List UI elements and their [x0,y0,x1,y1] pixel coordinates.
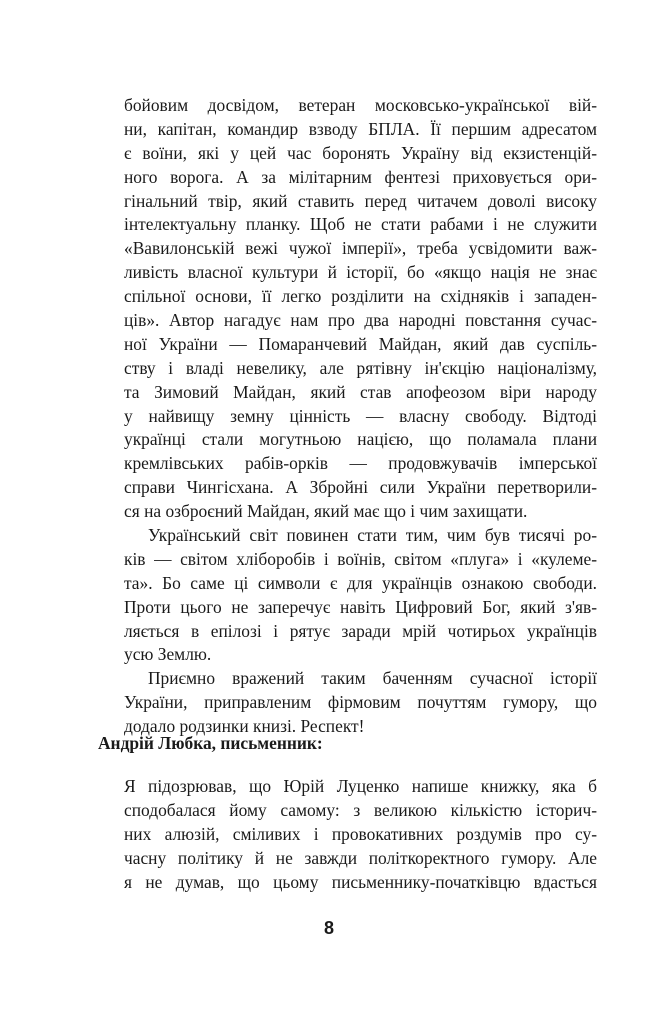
text-line: інтелектуальну планку. Щоб не стати рабами і не служити [124,214,597,235]
text-line: ної України — Помаранчевий Майдан, який дав суспіль- [124,333,597,354]
text-line: ків — світом хліборобів і воїнів, світом «плуга» і «кулеме- [124,548,597,569]
paragraph-lyubka-review [124,775,597,894]
text-line: них алюзій, сміливих і провокативних роздумів про су- [124,823,597,844]
text-line: ся на озброєний Майдан, який має що і чим захищати. [124,501,528,522]
text-line: сподобалася йому самому: з великою кількістю історич- [124,799,597,820]
text-line: ців». Автор нагадує нам про два народні повстання сучас- [124,310,597,331]
section-heading: Андрій Любка, письменник: [98,733,323,753]
text-line: у найвищу земну цінність — власну свободу. Відтоді [124,405,597,426]
paragraph-review-continuation [124,94,597,739]
text-line: «Вавилонській вежі чужої імперії», треба усвідомити важ- [124,238,597,259]
text-line: додало родзинки книзі. Респект! [124,716,365,737]
text-line: Український світ повинен стати тим, чим був тисячі ро- [148,525,597,546]
text-line: кремлівських рабів-орків — продовжувачів імперської [124,453,597,474]
text-line: ляється в епілозі і рятує заради мрій чотирьох українців [124,620,597,641]
text-line: спільної основи, її легко розділити на східняків і западен- [124,286,597,307]
text-line: та Зимовий Майдан, який став апофеозом віри народу [124,381,597,402]
text-line: українці стали могутньою нацією, що поламала плани [124,429,597,450]
text-line: ству і владі невелику, але рятівну ін'єкцію націоналізму, [124,357,597,378]
text-line: усю Землю. [124,644,212,665]
text-line: ни, капітан, командир взводу БПЛА. Її першим адресатом [124,118,597,139]
text-line: гінальний твір, який ставить перед читачем доволі високу [124,190,597,211]
text-line: бойовим досвідом, ветеран московсько-української вій- [124,95,597,115]
text-line: справи Чингісхана. А Збройні сили України перетворили- [124,477,597,498]
page-number: 8 [323,918,334,938]
text-line: ливість власної культури й історії, бо «якщо нація не знає [124,262,597,283]
text-line: ного ворога. А за мілітарним фентезі приховується ори- [124,166,597,187]
text-line: та». Бо саме ці символи є для українців ознакою свободи. [124,572,597,593]
text-line: часну політику й не завжди політкоректного гумору. Але [124,847,597,868]
text-line: Приємно вражений таким баченням сучасної історії [148,668,597,689]
text-line: є воїни, які у цей час боронять Україну від екзистенцій- [124,142,597,163]
text-line: України, приправленим фірмовим почуттям гумору, що [124,692,597,713]
text-line: Я підозрював, що Юрій Луценко напише книжку, яка б [124,776,597,796]
text-line: я не думав, що цьому письменнику-початківцю вдасться [124,871,597,892]
text-line: Проти цього не заперечує навіть Цифровий Бог, який з'яв- [124,596,597,617]
